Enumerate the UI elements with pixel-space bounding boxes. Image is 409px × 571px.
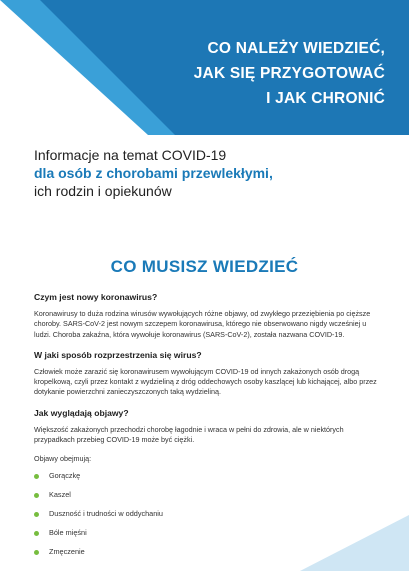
section-title: CO MUSISZ WIEDZIEĆ <box>110 257 299 276</box>
intro-block <box>34 146 384 200</box>
question-heading: W jaki sposób rozprzestrzenia się wirus? <box>34 349 202 360</box>
bullet-dot-icon <box>34 474 39 479</box>
question-heading: Czym jest nowy koronawirus? <box>34 292 158 302</box>
list-item <box>34 543 379 562</box>
question-heading: Jak wyglądają objawy? <box>34 407 129 418</box>
banner-title <box>85 36 385 111</box>
list-item-label: Kaszel <box>49 490 71 500</box>
list-item <box>34 486 379 505</box>
list-item-label: Gorączkę <box>49 471 81 481</box>
banner-title-line: I JAK CHRONIĆ <box>266 90 385 107</box>
banner-title-line: CO NALEŻY WIEDZIEĆ, <box>207 40 385 57</box>
answer-paragraph: Większość zakażonych przechodzi chorobę łagodnie i wraca w pełni do zdrowia, ale w niektórych przypadkach przebieg COVID-19 może być ciężki. <box>34 424 344 445</box>
intro-line: ich rodzin i opiekunów <box>34 183 172 199</box>
list-item-label: Bóle mięśni <box>49 528 87 538</box>
symptoms-intro: Objawy obejmują: <box>34 454 92 464</box>
banner-title-line: JAK SIĘ PRZYGOTOWAĆ <box>193 65 385 82</box>
bullet-dot-icon <box>34 512 39 517</box>
content-body <box>34 292 379 562</box>
list-item <box>34 524 379 543</box>
intro-line: Informacje na temat COVID-19 <box>34 147 227 163</box>
header-banner <box>0 0 409 135</box>
list-item-label: Duszność i trudności w oddychaniu <box>49 509 163 519</box>
answer-paragraph: Koronawirusy to duża rodzina wirusów wywołujących różne objawy, od zwykłego przeziębienia po cięższe choroby. SARS-CoV-2 jest nowym szczepem koronawirusa, którego nie obserwowano nigdy wcześniej u ludzi. Choroba zakaźna, która wywołuje koronawirus (SARS-CoV-2), została nazwana COVID-19. <box>34 309 371 339</box>
bullet-dot-icon <box>34 493 39 498</box>
list-item-label: Zmęczenie <box>49 547 85 557</box>
bullet-dot-icon <box>34 550 39 555</box>
intro-highlight: dla osób z chorobami przewlekłymi, <box>34 165 273 181</box>
bullet-dot-icon <box>34 531 39 536</box>
list-item <box>34 505 379 524</box>
answer-paragraph: Człowiek może zarazić się koronawirusem wywołującym COVID-19 od innych zakażonych osób drogą kropelkową, czyli przez kontakt z wydzieliną z dróg oddechowych osoby kaszlącej lub kichającej, albo przez dotykanie powierzchni zanieczyszczonych taką wydzieliną. <box>34 366 377 397</box>
symptoms-list <box>34 467 379 562</box>
list-item <box>34 467 379 486</box>
